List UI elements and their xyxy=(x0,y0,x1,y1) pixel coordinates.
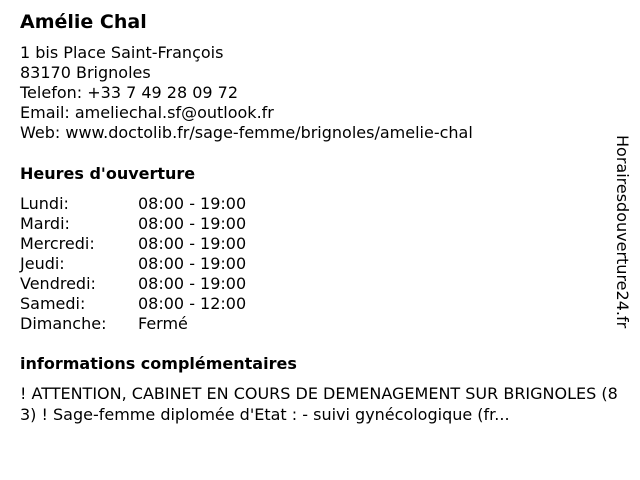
additional-info-heading: informations complémentaires xyxy=(20,354,297,373)
business-name: Amélie Chal xyxy=(20,11,147,33)
phone-text: Telefon: +33 7 49 28 09 72 xyxy=(20,83,239,102)
address-line-1: 1 bis Place Saint-François xyxy=(20,43,224,62)
opening-hours-heading: Heures d'ouverture xyxy=(20,164,196,183)
address-line-2: 83170 Brignoles xyxy=(20,63,151,82)
hours-row-wednesday xyxy=(20,234,280,254)
day-label: Dimanche: xyxy=(20,314,107,333)
hours-row-friday xyxy=(20,274,280,294)
day-label: Mardi: xyxy=(20,214,70,233)
time-value: 08:00 - 12:00 xyxy=(138,294,247,313)
website-text: Web: www.doctolib.fr/sage-femme/brignoles/amelie-chal xyxy=(20,123,473,142)
site-watermark: Horairesdouverture24.fr xyxy=(613,135,632,329)
time-value: 08:00 - 19:00 xyxy=(138,254,247,273)
time-value: 08:00 - 19:00 xyxy=(138,234,247,253)
day-label: Samedi: xyxy=(20,294,86,313)
day-label: Jeudi: xyxy=(20,254,65,273)
hours-row-sunday xyxy=(20,314,280,334)
additional-info-text: ! ATTENTION, CABINET EN COURS DE DEMENAGEMENT SUR BRIGNOLES (83) ! Sage-femme diplomée d'Etat : - suivi gynécologique (fr... xyxy=(20,384,618,424)
time-value: 08:00 - 19:00 xyxy=(138,194,247,213)
contact-block xyxy=(20,43,473,143)
day-label: Lundi: xyxy=(20,194,69,213)
hours-row-tuesday xyxy=(20,214,280,234)
hours-row-thursday xyxy=(20,254,280,274)
time-value: Fermé xyxy=(138,314,188,333)
hours-row-monday xyxy=(20,194,280,214)
email-text: Email: ameliechal.sf@outlook.fr xyxy=(20,103,274,122)
time-value: 08:00 - 19:00 xyxy=(138,214,247,233)
day-label: Mercredi: xyxy=(20,234,95,253)
hours-row-saturday xyxy=(20,294,280,314)
day-label: Vendredi: xyxy=(20,274,96,293)
opening-hours-table xyxy=(20,194,280,334)
time-value: 08:00 - 19:00 xyxy=(138,274,247,293)
